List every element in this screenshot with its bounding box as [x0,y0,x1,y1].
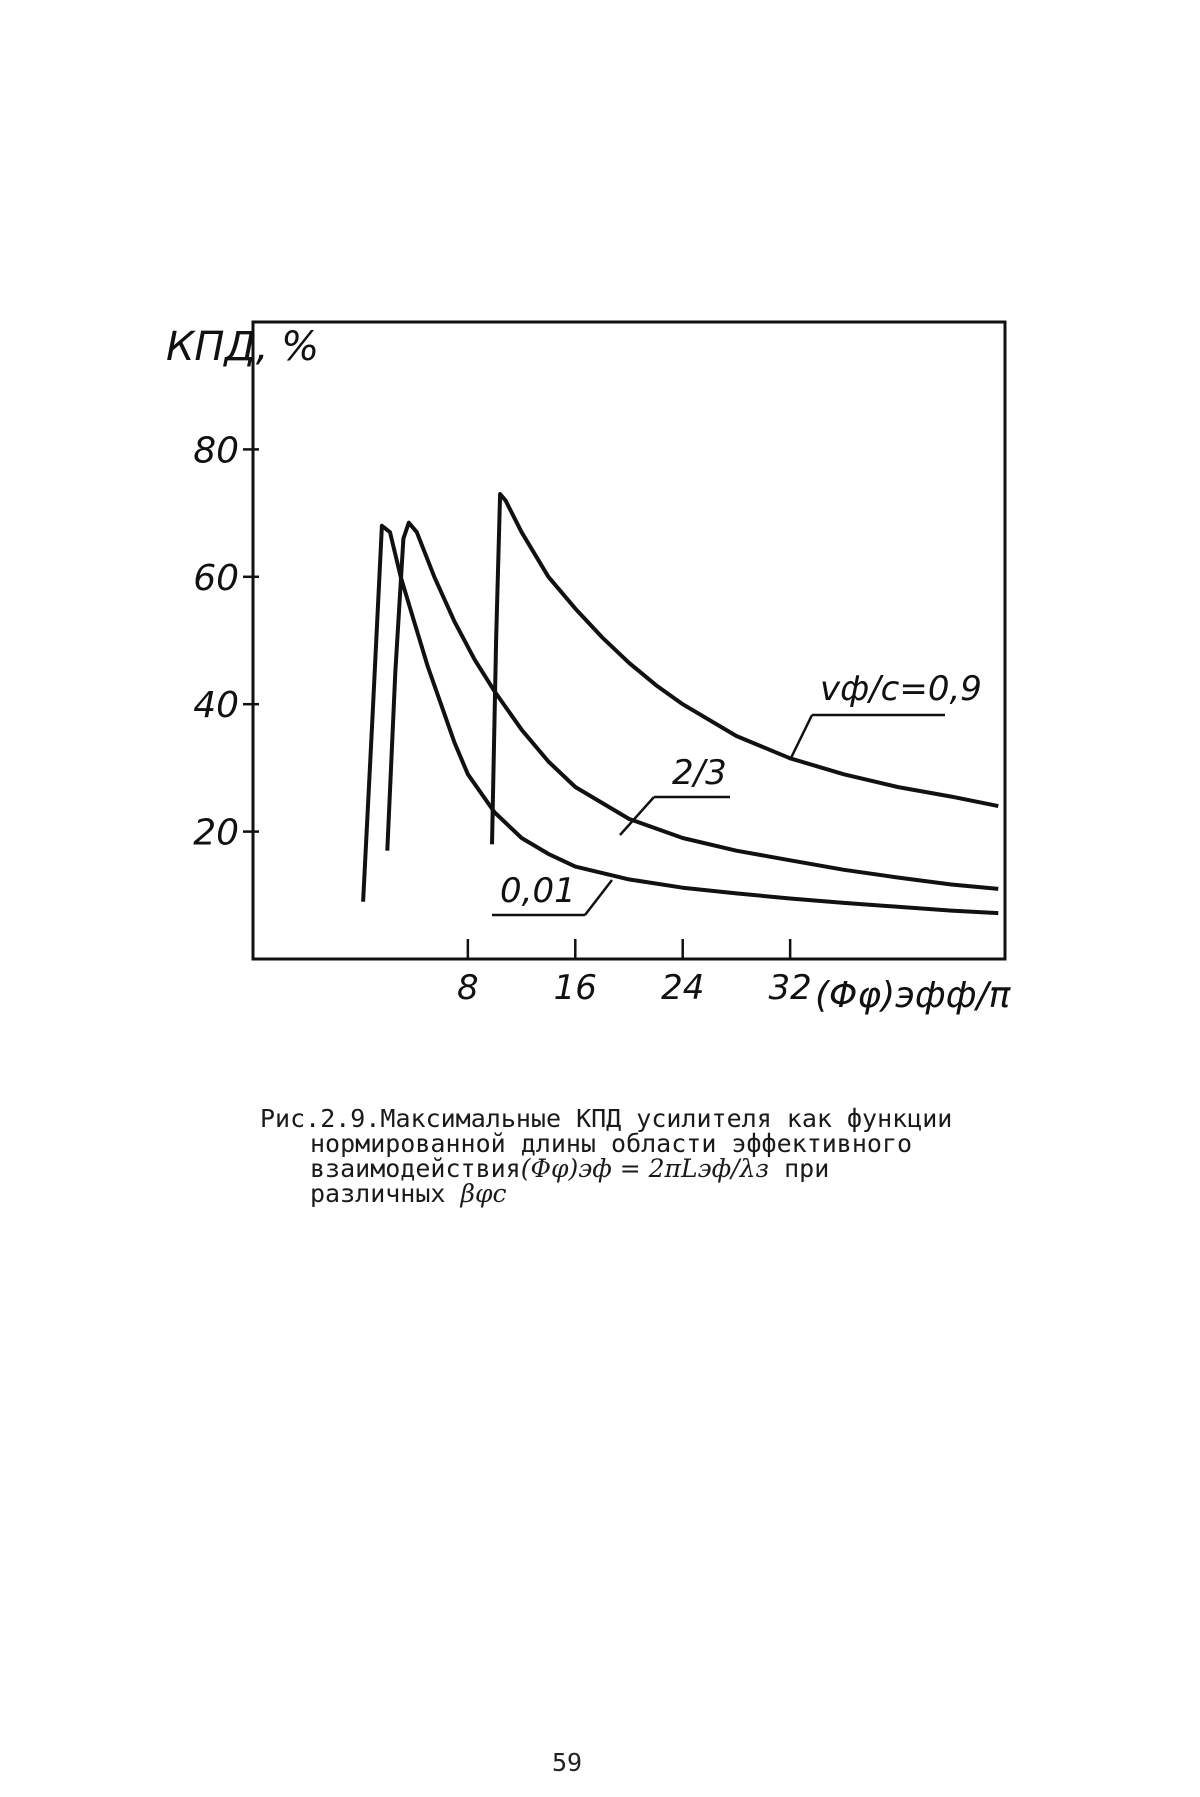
caption-line-2: нормированной длины области эффективного [310,1129,913,1158]
x-tick-label: 24 [661,968,705,1008]
x-tick-label: 16 [553,968,597,1008]
y-tick-label: 20 [193,812,239,854]
x-axis-title: (Φφ)эфф/π [815,975,1011,1016]
annotation-leader [585,880,612,915]
x-ticks [457,939,812,1008]
y-tick-label: 60 [193,557,239,599]
figure-caption [260,1106,1040,1206]
caption-line-4 [260,1181,1040,1206]
caption-formula: (Φφ)эф = 2πLэф/λз [520,1154,770,1183]
y-axis-title: КПД, % [166,324,320,370]
caption-line-1: Рис.2.9.Максимальные КПД усилителя как функции [260,1104,953,1133]
annotation-label-0-01: 0,01 [500,871,576,911]
caption-text-end: при [784,1154,830,1183]
y-tick-label: 80 [193,430,239,472]
caption-text: различных [310,1179,446,1208]
annotation-leader [790,715,812,760]
caption-text: взаимодействия [310,1154,521,1183]
page-number: 59 [552,1748,583,1777]
annotation-label-0-9: vф/c=0,9 [820,669,982,709]
y-ticks [193,430,259,853]
annotation-0-9 [790,669,982,760]
annotation-0-01 [492,871,612,915]
x-tick-label: 32 [768,968,812,1008]
caption-line-3 [260,1156,1040,1181]
curve-0-01 [363,526,998,913]
y-tick-label: 40 [193,685,239,727]
caption-formula-beta: βφc [460,1179,507,1208]
x-tick-label: 8 [457,968,479,1008]
annotation-label-2-3: 2/3 [672,753,727,793]
